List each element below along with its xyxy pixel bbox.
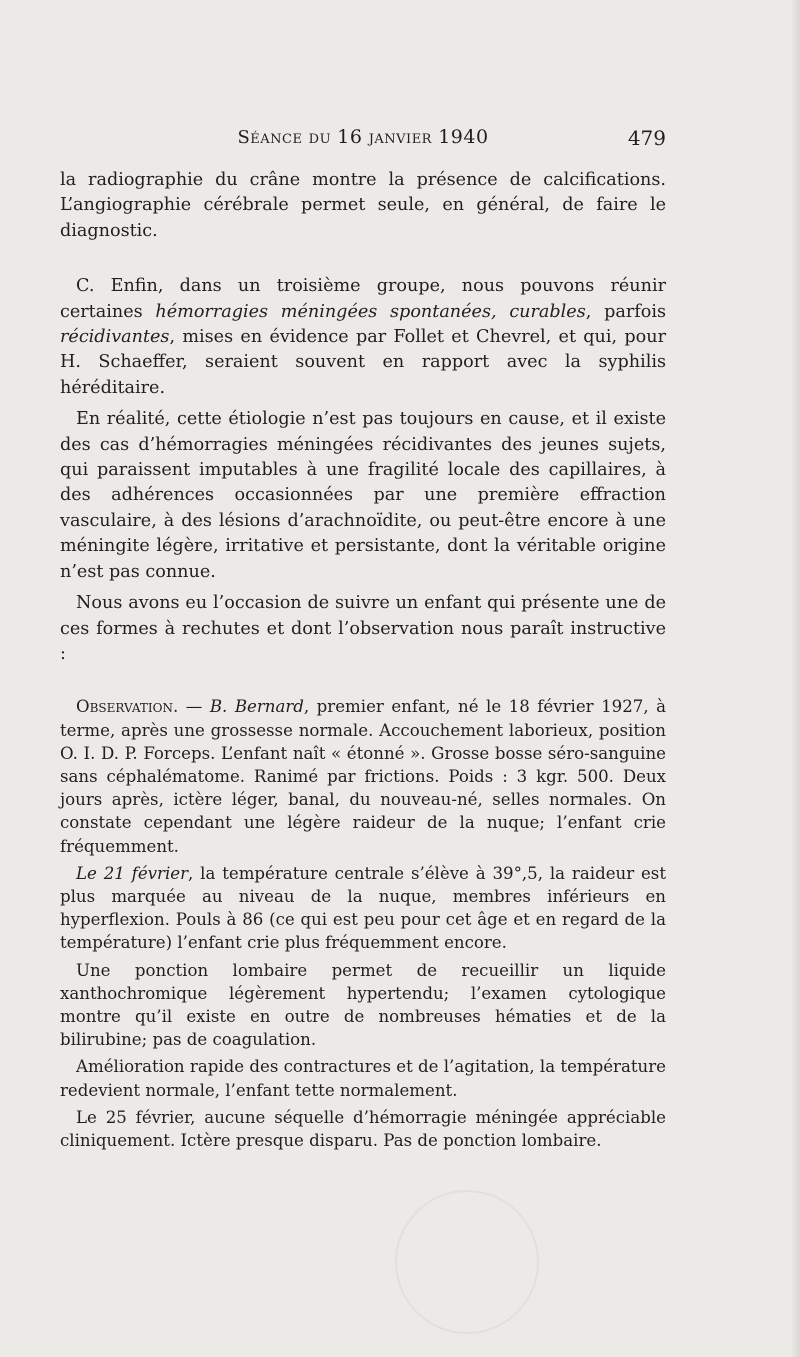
observation-paragraph xyxy=(60,695,666,857)
running-head-text-1: Séance du xyxy=(237,127,338,148)
paragraph-2-text-b: , parfois xyxy=(585,301,667,322)
paragraph-6-text: , la température centrale s’élève à 39°,5, la raideur est plus marquée au niveau de la nuque, membres inférieurs en hyperflexion. Pouls à 86 (ce qui est peu pour cet âge et en regard de la température) l’enfant crie plus fréquemment encore. xyxy=(60,863,666,953)
paragraph-2 xyxy=(60,274,666,401)
paragraph-4: Nous avons eu l’occasion de suivre un enfant qui présente une de ces formes à rechutes et dont l’observation nous paraît instructive : xyxy=(60,593,666,664)
running-head-year: 1940 xyxy=(438,126,489,148)
running-head-day: 16 xyxy=(337,126,363,148)
paragraph-7: Une ponction lombaire permet de recueillir un liquide xanthochromique légèrement hypertendu; l’examen cytologique montre qu’il existe en outre de nombreuses hématies et de la bilirubine; pas de coagulation. xyxy=(60,960,666,1050)
observation-patient-name: B. Bernard xyxy=(209,697,304,717)
observation-text: , premier enfant, né le 18 février 1927, à terme, après une grossesse normale. Accouchement laborieux, position O. I. D. P. Forceps. L’enfant naît « étonné ». Grosse bosse séro-sanguine sans céphalématome. Ranimé par frictions. Poids : 3 kgr. 500. Deux jours après, ictère léger, banal, du nouveau-né, selles normales. On constate cependant une légère raideur de la nuque; l’enfant crie fréquemment. xyxy=(60,697,667,856)
paragraph-2-text-a: C. Enfin, dans un troisième groupe, nous pouvons réunir certaines xyxy=(60,276,666,322)
paragraph-2-italic: hémorragies méningées spontanées, curables xyxy=(155,301,586,322)
body-text xyxy=(60,168,666,1152)
observation-dash: — xyxy=(178,697,210,717)
page-number: 479 xyxy=(627,126,666,150)
paragraph-3: En réalité, cette étiologie n’est pas toujours en cause, et il existe des cas d’hémorragies méningées récidivantes des jeunes sujets, qui paraissent imputables à une fragilité locale des capillaires, à des adhérences occasionnées par une première effraction vasculaire, à des lésions d’arachnoïdite, ou peut-être encore à une méningite légère, irritative et persistante, dont la véritable origine n’est pas connue. xyxy=(60,409,666,582)
paragraph-1: la radiographie du crâne montre la présence de calcifications. L’angiographie cérébrale permet seule, en général, de faire le diagnostic. xyxy=(60,170,666,241)
page-edge-shadow xyxy=(790,0,800,1357)
page-header xyxy=(60,126,666,156)
paragraph-2-italic-2: récidivantes xyxy=(60,327,170,348)
paragraph-2-text-c: , mises en évidence par Follet et Chevrel, et qui, pour H. Schaeffer, seraient souvent en rapport avec la syphilis héréditaire. xyxy=(60,327,666,398)
paragraph-9: Le 25 février, aucune séquelle d’hémorragie méningée appréciable cliniquement. Ictère presque disparu. Pas de ponction lombaire. xyxy=(60,1107,666,1150)
paragraph-6-date: Le 21 février xyxy=(76,863,189,883)
paragraph-6 xyxy=(60,862,666,955)
observation-label: Observation. xyxy=(76,697,179,717)
faint-library-stamp xyxy=(395,1190,539,1334)
running-head-text-2: janvier xyxy=(362,127,439,148)
running-head xyxy=(60,126,666,148)
paragraph-8: Amélioration rapide des contractures et de l’agitation, la température redevient normale, l’enfant tette normalement. xyxy=(60,1057,666,1100)
